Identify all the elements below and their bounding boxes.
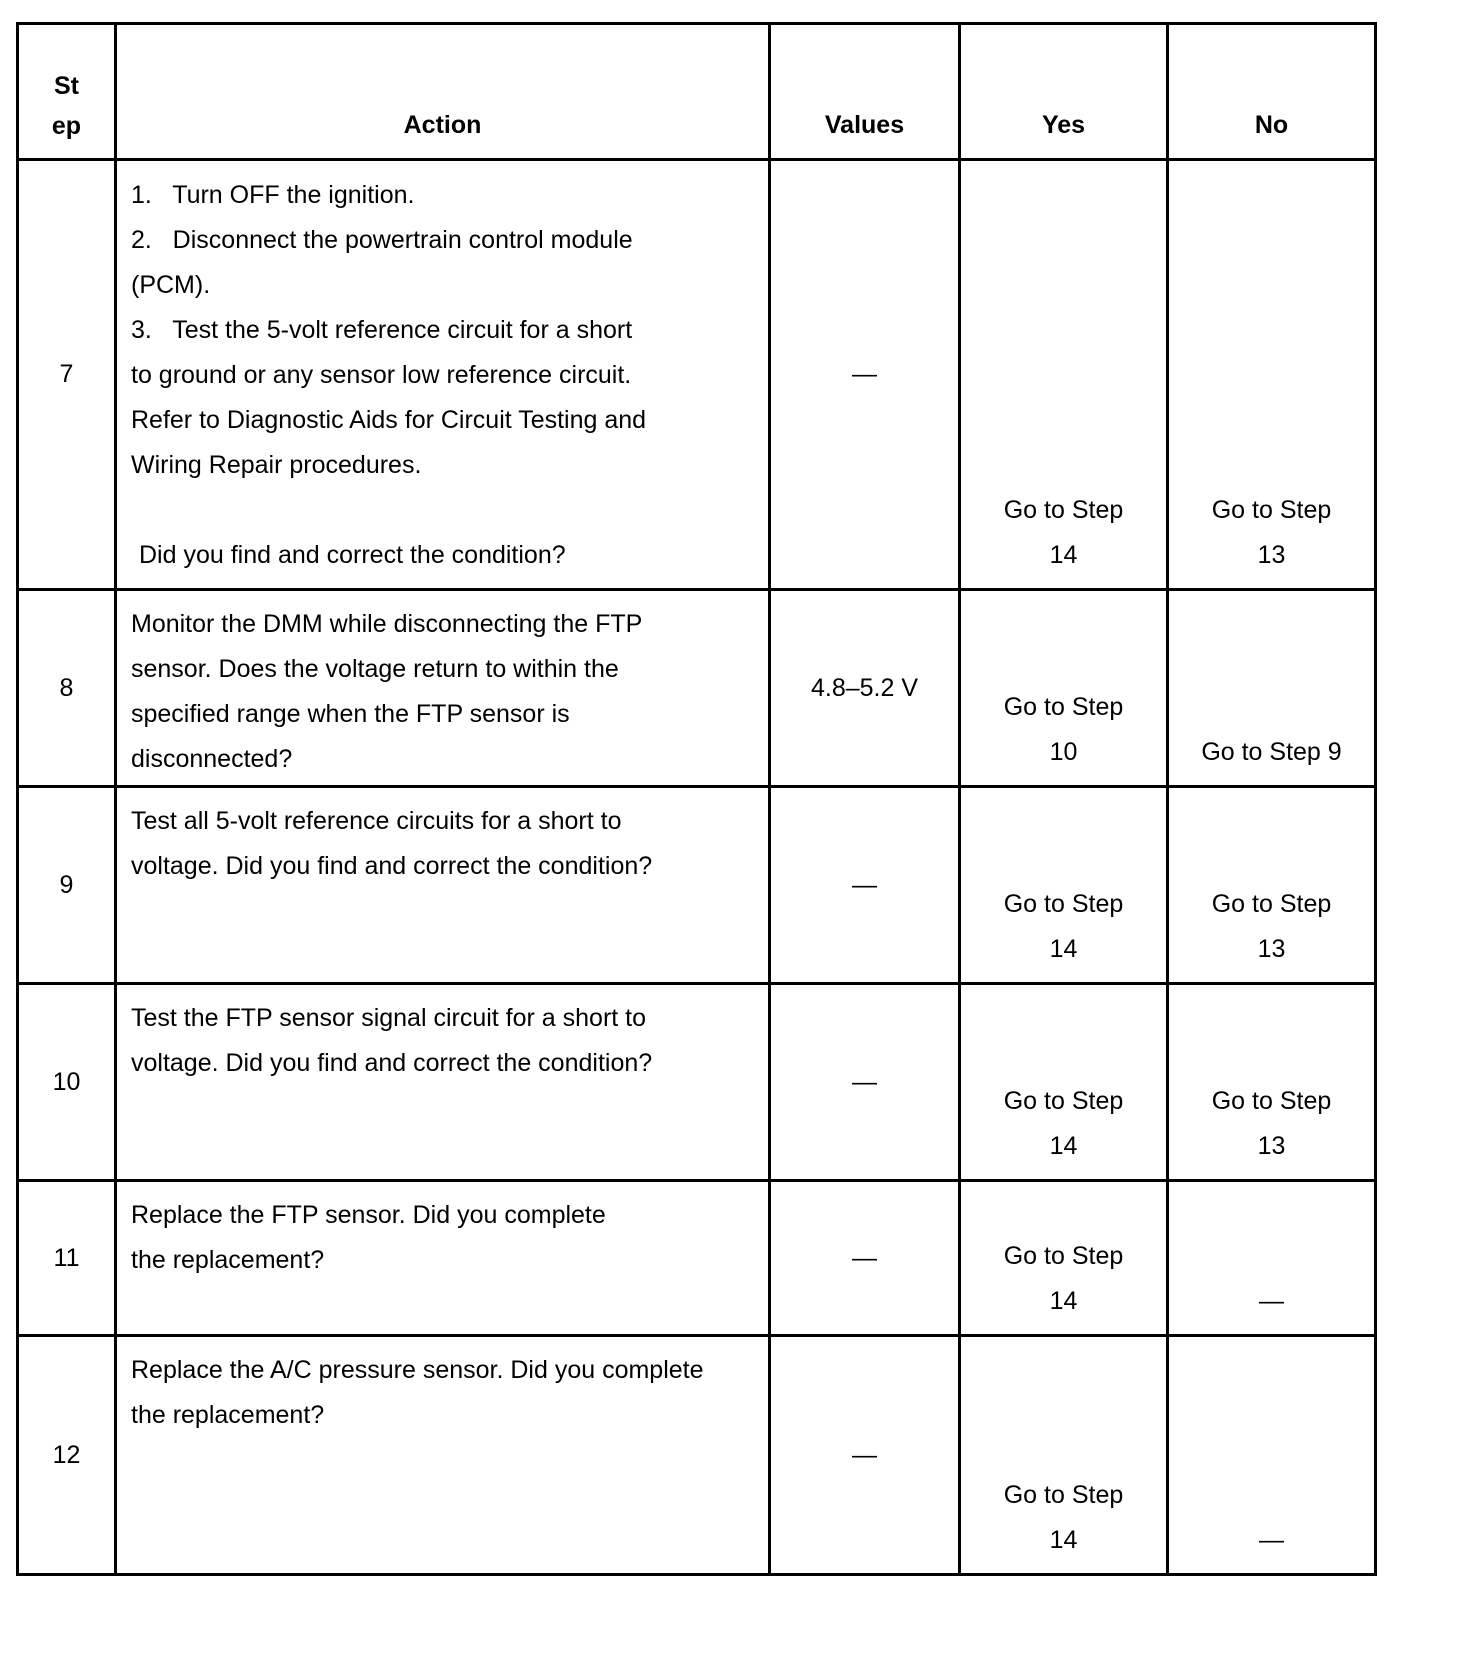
action-line: 2. Disconnect the powertrain control module [131,226,633,254]
action-line: disconnected? [131,745,293,773]
step-number: 9 [18,787,116,984]
table-row [18,1336,1376,1575]
no-cell: Go to Step 13 [1168,984,1376,1181]
action-line: the replacement? [131,1246,325,1274]
action-line: voltage. Did you find and correct the condition? [131,1049,653,1077]
yes-cell: Go to Step 14 [960,787,1168,984]
yes-cell: Go to Step 14 [960,160,1168,590]
table-row [18,590,1376,787]
table-row [18,984,1376,1181]
yes-cell: Go to Step 14 [960,1336,1168,1575]
action-line: Monitor the DMM while disconnecting the FTP [131,610,643,638]
yes-cell: Go to Step 10 [960,590,1168,787]
no-cell: Go to Step 9 [1168,590,1376,787]
action-cell [116,1336,770,1575]
action-cell [116,787,770,984]
value-cell: — [770,1181,960,1336]
action-cell [116,160,770,590]
action-line: voltage. Did you find and correct the condition? [131,852,653,880]
action-cell [116,984,770,1181]
action-line: specified range when the FTP sensor is [131,700,570,728]
no-cell: — [1168,1181,1376,1336]
table-row [18,787,1376,984]
action-line: Refer to Diagnostic Aids for Circuit Testing and [131,406,647,434]
header-yes: Yes [960,24,1168,160]
value-cell: — [770,160,960,590]
action-line: Test all 5-volt reference circuits for a short to [131,807,622,835]
step-number: 10 [18,984,116,1181]
header-action: Action [116,24,770,160]
step-number: 11 [18,1181,116,1336]
yes-cell: Go to Step 14 [960,1181,1168,1336]
action-line: Wiring Repair procedures. [131,451,422,479]
step-number: 12 [18,1336,116,1575]
value-cell: — [770,787,960,984]
action-line: sensor. Does the voltage return to within the [131,655,619,683]
no-cell: Go to Step 13 [1168,787,1376,984]
value-cell: — [770,984,960,1181]
step-number: 8 [18,590,116,787]
action-line: the replacement? [131,1401,325,1429]
action-question: Did you find and correct the condition? [139,541,566,569]
action-cell [116,590,770,787]
diagnostic-table [16,22,1377,1576]
value-cell: — [770,1336,960,1575]
action-line: to ground or any sensor low reference circuit. [131,361,632,389]
no-cell: — [1168,1336,1376,1575]
action-line: Test the FTP sensor signal circuit for a short to [131,1004,647,1032]
no-cell: Go to Step 13 [1168,160,1376,590]
yes-cell: Go to Step 14 [960,984,1168,1181]
action-line: Replace the A/C pressure sensor. Did you complete [131,1356,704,1384]
table-row [18,1181,1376,1336]
action-line: Replace the FTP sensor. Did you complete [131,1201,606,1229]
action-line: (PCM). [131,271,211,299]
header-row [18,24,1376,160]
diagnostic-table-wrapper [16,22,1377,1576]
value-cell: 4.8–5.2 V [770,590,960,787]
action-line: 3. Test the 5-volt reference circuit for a short [131,316,633,344]
header-no: No [1168,24,1376,160]
action-cell [116,1181,770,1336]
table-row [18,160,1376,590]
header-values: Values [770,24,960,160]
action-line: 1. Turn OFF the ignition. [131,181,415,209]
step-number: 7 [18,160,116,590]
header-step: St ep [18,24,116,160]
